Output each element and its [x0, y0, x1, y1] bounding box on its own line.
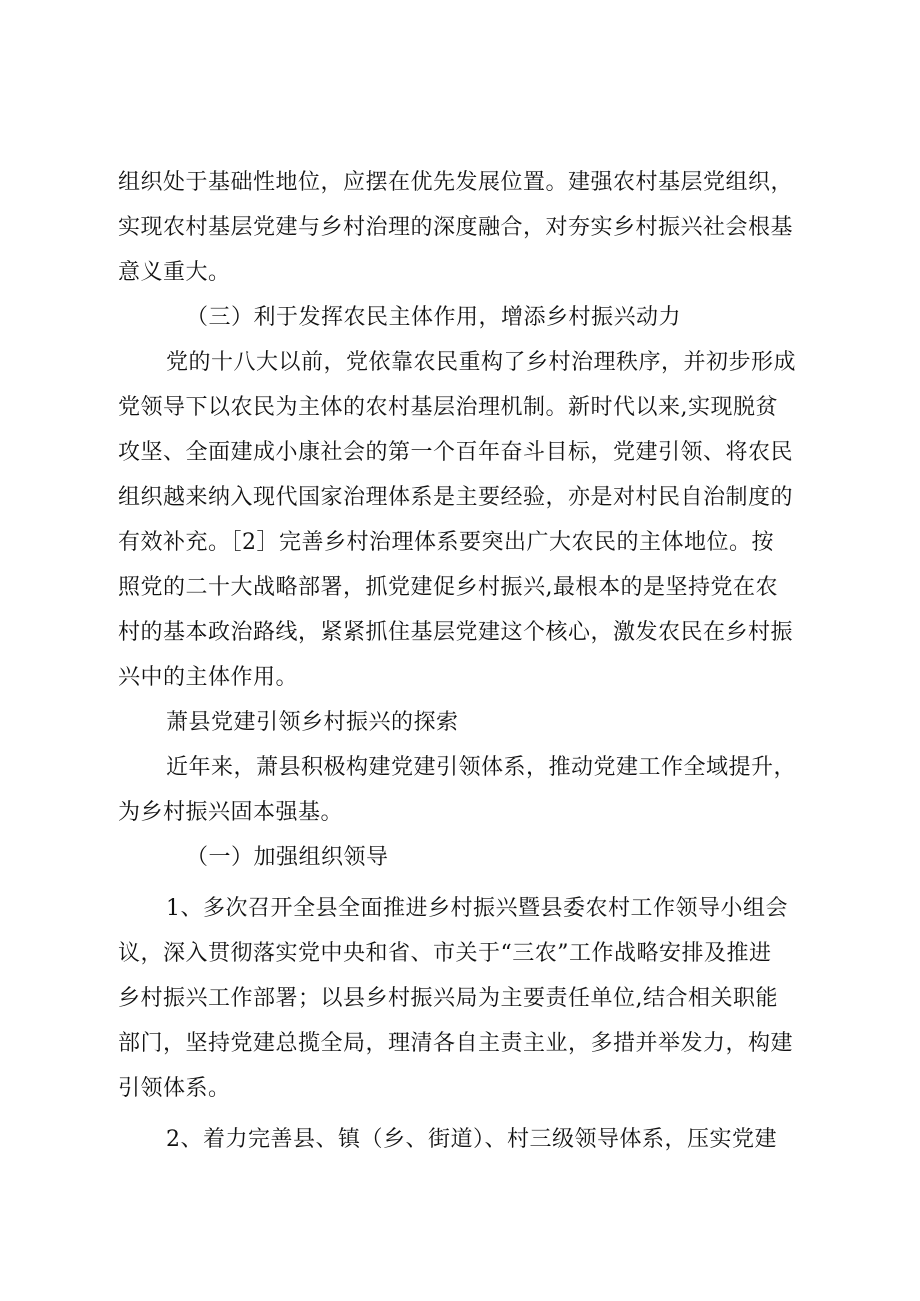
- text-line: 意义重大。: [118, 260, 231, 285]
- text-line: 2、着力完善县、镇（乡、街道）、村三级领导体系，压实党建: [166, 1127, 777, 1152]
- text-line: 乡村振兴工作部署；以县乡村振兴局为主要责任单位,结合相关职能: [118, 986, 778, 1011]
- section-heading-exploration: [118, 700, 818, 745]
- text-line: 近年来，萧县积极构建党建引领体系，推动党建工作全域提升，: [166, 755, 797, 780]
- text-line: 兴中的主体作用。: [118, 665, 299, 690]
- paragraph-recent-years: [118, 745, 818, 835]
- text-line: 照党的二十大战略部署，抓党建促乡村振兴,最根本的是坚持党在农: [118, 575, 778, 600]
- text-line: 党的十八大以前，党依靠农民重构了乡村治理秩序，并初步形成: [166, 350, 797, 375]
- paragraph-item-1: [118, 886, 818, 1111]
- paragraph-item-2: [118, 1117, 818, 1162]
- heading-text: 萧县党建引领乡村振兴的探索: [166, 710, 459, 735]
- text-line: 党领导下以农民为主体的农村基层治理机制。新时代以来,实现脱贫: [118, 395, 778, 420]
- text-line: 村的基本政治路线，紧紧抓住基层党建这个核心，激发农民在乡村振: [118, 620, 794, 645]
- paragraph-farmer-role: [118, 340, 818, 700]
- text-line: 部门，坚持党建总揽全局，理清各自主责主业，多措并举发力，构建: [118, 1031, 794, 1056]
- text-line: 组织越来纳入现代国家治理体系是主要经验，亦是对村民自治制度的: [118, 485, 794, 510]
- section-heading-one: [118, 835, 818, 880]
- text-line: 实现农村基层党建与乡村治理的深度融合，对夯实乡村振兴社会根基: [118, 215, 794, 240]
- heading-text: （三）利于发挥农民主体作用，增添乡村振兴动力: [186, 305, 682, 330]
- text-line: 议，深入贯彻落实党中央和省、市关于“三农”工作战略安排及推进: [118, 941, 772, 966]
- document-page: [118, 160, 818, 1162]
- heading-text: （一）加强组织领导: [186, 845, 389, 870]
- text-line: 1、多次召开全县全面推进乡村振兴暨县委农村工作领导小组会: [166, 896, 788, 921]
- section-heading-three: [118, 295, 818, 340]
- text-line: 引领体系。: [118, 1076, 231, 1101]
- paragraph-organization-basis: [118, 160, 818, 295]
- text-line: 攻坚、全面建成小康社会的第一个百年奋斗目标，党建引领、将农民: [118, 440, 794, 465]
- text-line: 有效补充。［2］完善乡村治理体系要突出广大农民的主体地位。按: [118, 530, 774, 555]
- text-line: 为乡村振兴固本强基。: [118, 800, 344, 825]
- text-line: 组织处于基础性地位，应摆在优先发展位置。建强农村基层党组织，: [118, 170, 794, 195]
